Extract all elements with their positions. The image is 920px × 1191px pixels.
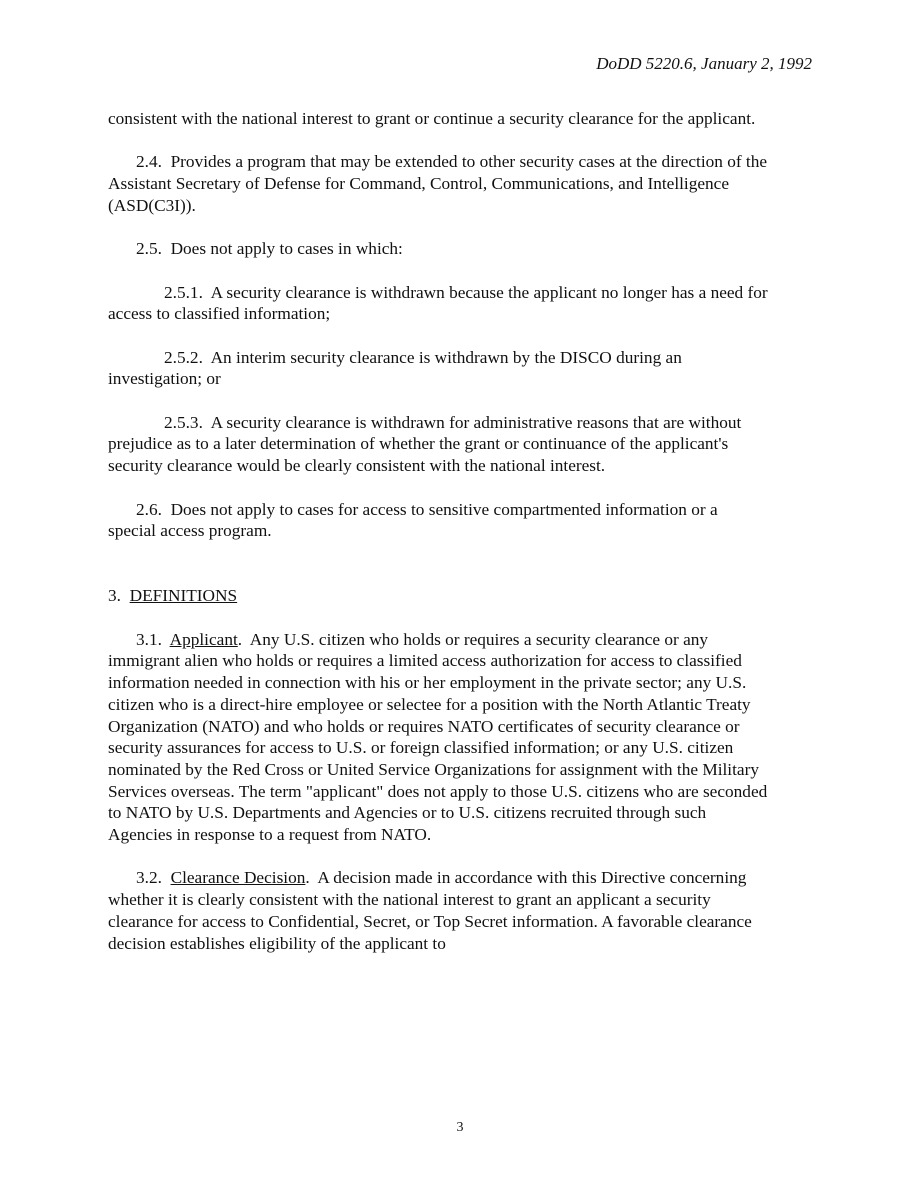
section-number: 3. — [108, 586, 121, 606]
section-title: DEFINITIONS — [129, 586, 238, 606]
paragraph-2-6 — [108, 499, 768, 542]
definition-3-2: 3.2. Clearance Decision. A decision made in accordance with this Directive concerning whether it is clearly consistent with the national interest to grant an applicant a security clearance for access to Confidential, Secret, or Top Secret information. A favorable clearance decision establishes eligibility of the applicant to — [108, 868, 752, 953]
paragraph-number: 2.5. — [136, 239, 162, 259]
paragraph-number: 2.4. — [136, 152, 162, 172]
paragraph-2-5 — [108, 238, 768, 260]
definition-text: A decision made in accordance with this Directive concerning whether it is clearly consistent with the national interest to grant an applicant a security clearance for access to Confidential, Secret, or Top Secret information. A favorable clearance decision establishes eligibility of the applicant to — [108, 868, 752, 953]
paragraph-number: 2.5.2. — [164, 347, 203, 367]
definition-3-1: 3.1. Applicant. Any U.S. citizen who holds or requires a security clearance or any immigrant alien who holds or requires a limited access authorization for access to classified information needed in connection with his or her employment in the private sector; any U.S. citizen who is a direct-hire employee or selectee for a position with the North Atlantic Treaty Organization (NATO) and who holds or requires NATO certificates of security clearance or security assurances for access to U.S. or foreign classified information; or any U.S. citizen nominated by the Red Cross or United Service Organizations for assignment with the Military Services overseas. The term "applicant" does not apply to those U.S. citizens who are seconded to NATO by U.S. Departments and Agencies or to U.S. citizens recruited through such Agencies in response to a request from NATO. — [108, 629, 768, 845]
definition-term: Applicant — [169, 629, 238, 649]
paragraph-number: 2.5.3. — [164, 412, 203, 432]
paragraph-2-5-3 — [108, 412, 768, 477]
definition-term: Clearance Decision — [170, 868, 306, 888]
paragraph-number: 2.6. — [136, 499, 162, 519]
paragraph-text: A security clearance is withdrawn for administrative reasons that are without prejudice as to a later determination of whether the grant or continuance of the applicant's security clearance would be clearly consistent with the national interest. — [108, 412, 742, 476]
document-body — [108, 108, 768, 976]
paragraph-2-4 — [108, 151, 768, 216]
paragraph-continuation — [108, 108, 768, 130]
paragraph-number: 2.5.1. — [164, 282, 203, 302]
paragraph-2-5-1 — [108, 282, 768, 325]
paragraph-text: Does not apply to cases in which: — [170, 239, 403, 259]
paragraph-2-5-2 — [108, 347, 768, 390]
document-reference-header: DoDD 5220.6, January 2, 1992 — [596, 54, 812, 73]
definition-number: 3.1. — [136, 629, 162, 649]
paragraph-text: consistent with the national interest to grant or continue a security clearance for the applicant. — [108, 109, 756, 128]
paragraph-text: An interim security clearance is withdrawn by the DISCO during an investigation; or — [108, 347, 682, 389]
section-heading-definitions — [108, 585, 768, 607]
paragraph-text: Does not apply to cases for access to sensitive compartmented information or a special access program. — [108, 499, 718, 541]
definition-number: 3.2. — [136, 868, 162, 888]
page-number: 3 — [456, 1120, 464, 1135]
paragraph-text: Provides a program that may be extended to other security cases at the direction of the Assistant Secretary of Defense for Command, Control, Communications, and Intelligence (ASD(C3I)). — [108, 152, 768, 215]
definition-text: Any U.S. citizen who holds or requires a security clearance or any immigrant alien who holds or requires a limited access authorization for access to classified information needed in connection with his or her employment in the private sector; any U.S. citizen who is a direct-hire employee or selectee for a position with the North Atlantic Treaty Organization (NATO) and who holds or requires NATO certificates of security clearance or security assurances for access to U.S. or foreign classified information; or any U.S. citizen nominated by the Red Cross or United Service Organizations for assignment with the Military Services overseas. The term "applicant" does not apply to those U.S. citizens who are seconded to NATO by U.S. Departments and Agencies or to U.S. citizens recruited through such Agencies in response to a request from NATO. — [108, 629, 768, 845]
paragraph-text: A security clearance is withdrawn because the applicant no longer has a need for access to classified information; — [108, 282, 768, 324]
